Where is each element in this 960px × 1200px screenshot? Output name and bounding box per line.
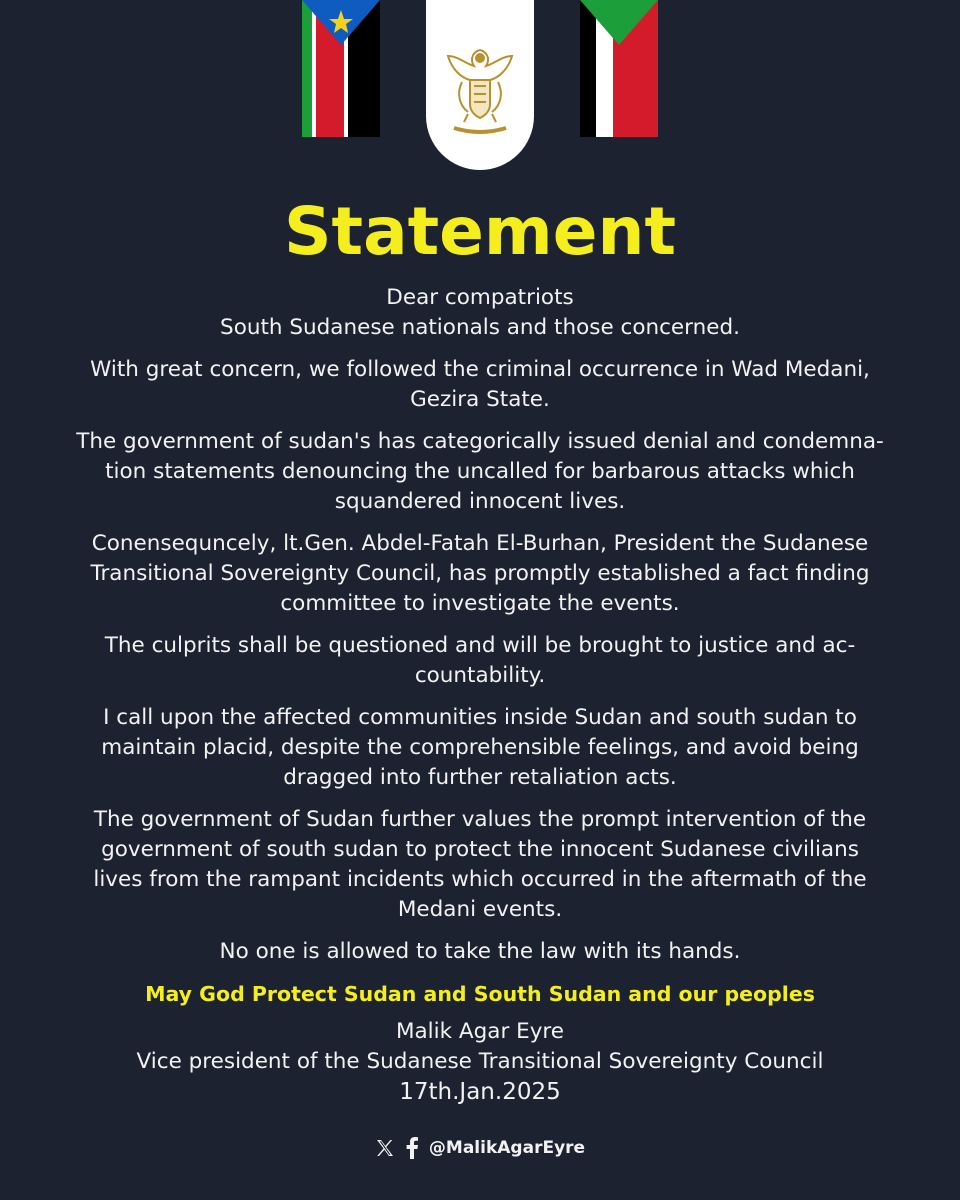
south-sudan-flag — [302, 0, 380, 137]
text-line: dragged into further retaliation acts. — [283, 765, 677, 790]
signature-block — [40, 1017, 920, 1107]
signatory-name: Malik Agar Eyre — [395, 1019, 565, 1044]
signatory-role: Vice president of the Sudanese Transitional Sovereignty Council — [136, 1049, 824, 1074]
prayer-line: May God Protect Sudan and South Sudan and our peoples — [145, 982, 815, 1006]
statement-title: Statement — [283, 193, 676, 270]
sudan-flag — [580, 0, 658, 137]
statement-paragraph — [40, 427, 920, 517]
statement-paragraph — [40, 529, 920, 619]
statement-paragraph — [40, 937, 920, 967]
text-line: With great concern, we followed the criminal occurrence in Wad Medani, — [90, 357, 870, 382]
sudan-coat-of-arms-icon — [440, 42, 520, 142]
statement-paragraph — [40, 805, 920, 925]
text-line: The government of Sudan further values the prompt intervention of the — [93, 807, 867, 832]
text-line: Gezira State. — [410, 387, 550, 412]
statement-paragraph — [40, 631, 920, 691]
salutation-paragraph — [40, 283, 920, 343]
text-line: lives from the rampant incidents which occurred in the aftermath of the — [93, 867, 867, 892]
text-line: countability. — [414, 663, 546, 688]
text-line: The government of sudan's has categorically issued denial and condemna- — [76, 429, 884, 454]
social-footer — [0, 1137, 960, 1159]
x-icon[interactable] — [375, 1138, 395, 1158]
text-line: South Sudanese nationals and those concerned. — [220, 315, 740, 340]
text-line: squandered innocent lives. — [334, 489, 626, 514]
emblem-card — [426, 0, 534, 170]
text-line: Dear compatriots — [386, 285, 574, 310]
text-line: No one is allowed to take the law with its hands. — [219, 939, 741, 964]
statement-paragraph — [40, 703, 920, 793]
statement-paragraph — [40, 355, 920, 415]
text-line: The culprits shall be questioned and will be brought to justice and ac- — [104, 633, 856, 658]
text-line: Transitional Sovereignty Council, has promptly established a fact finding — [90, 561, 870, 586]
text-line: I call upon the affected communities inside Sudan and south sudan to — [103, 705, 857, 730]
social-handle[interactable]: @MalikAgarEyre — [428, 1138, 586, 1158]
text-line: maintain placid, despite the comprehensible feelings, and avoid being — [101, 735, 859, 760]
facebook-icon[interactable] — [405, 1137, 419, 1159]
text-line: government of south sudan to protect the innocent Sudanese civilians — [101, 837, 859, 862]
text-line: Conensequncely, lt.Gen. Abdel-Fatah El-Burhan, President the Sudanese — [91, 531, 869, 556]
text-line: committee to investigate the events. — [280, 591, 680, 616]
text-line: Medani events. — [397, 897, 563, 922]
statement-date: 17th.Jan.2025 — [399, 1079, 561, 1105]
text-line: tion statements denouncing the uncalled for barbarous attacks which — [105, 459, 855, 484]
statement-body — [40, 283, 920, 1107]
